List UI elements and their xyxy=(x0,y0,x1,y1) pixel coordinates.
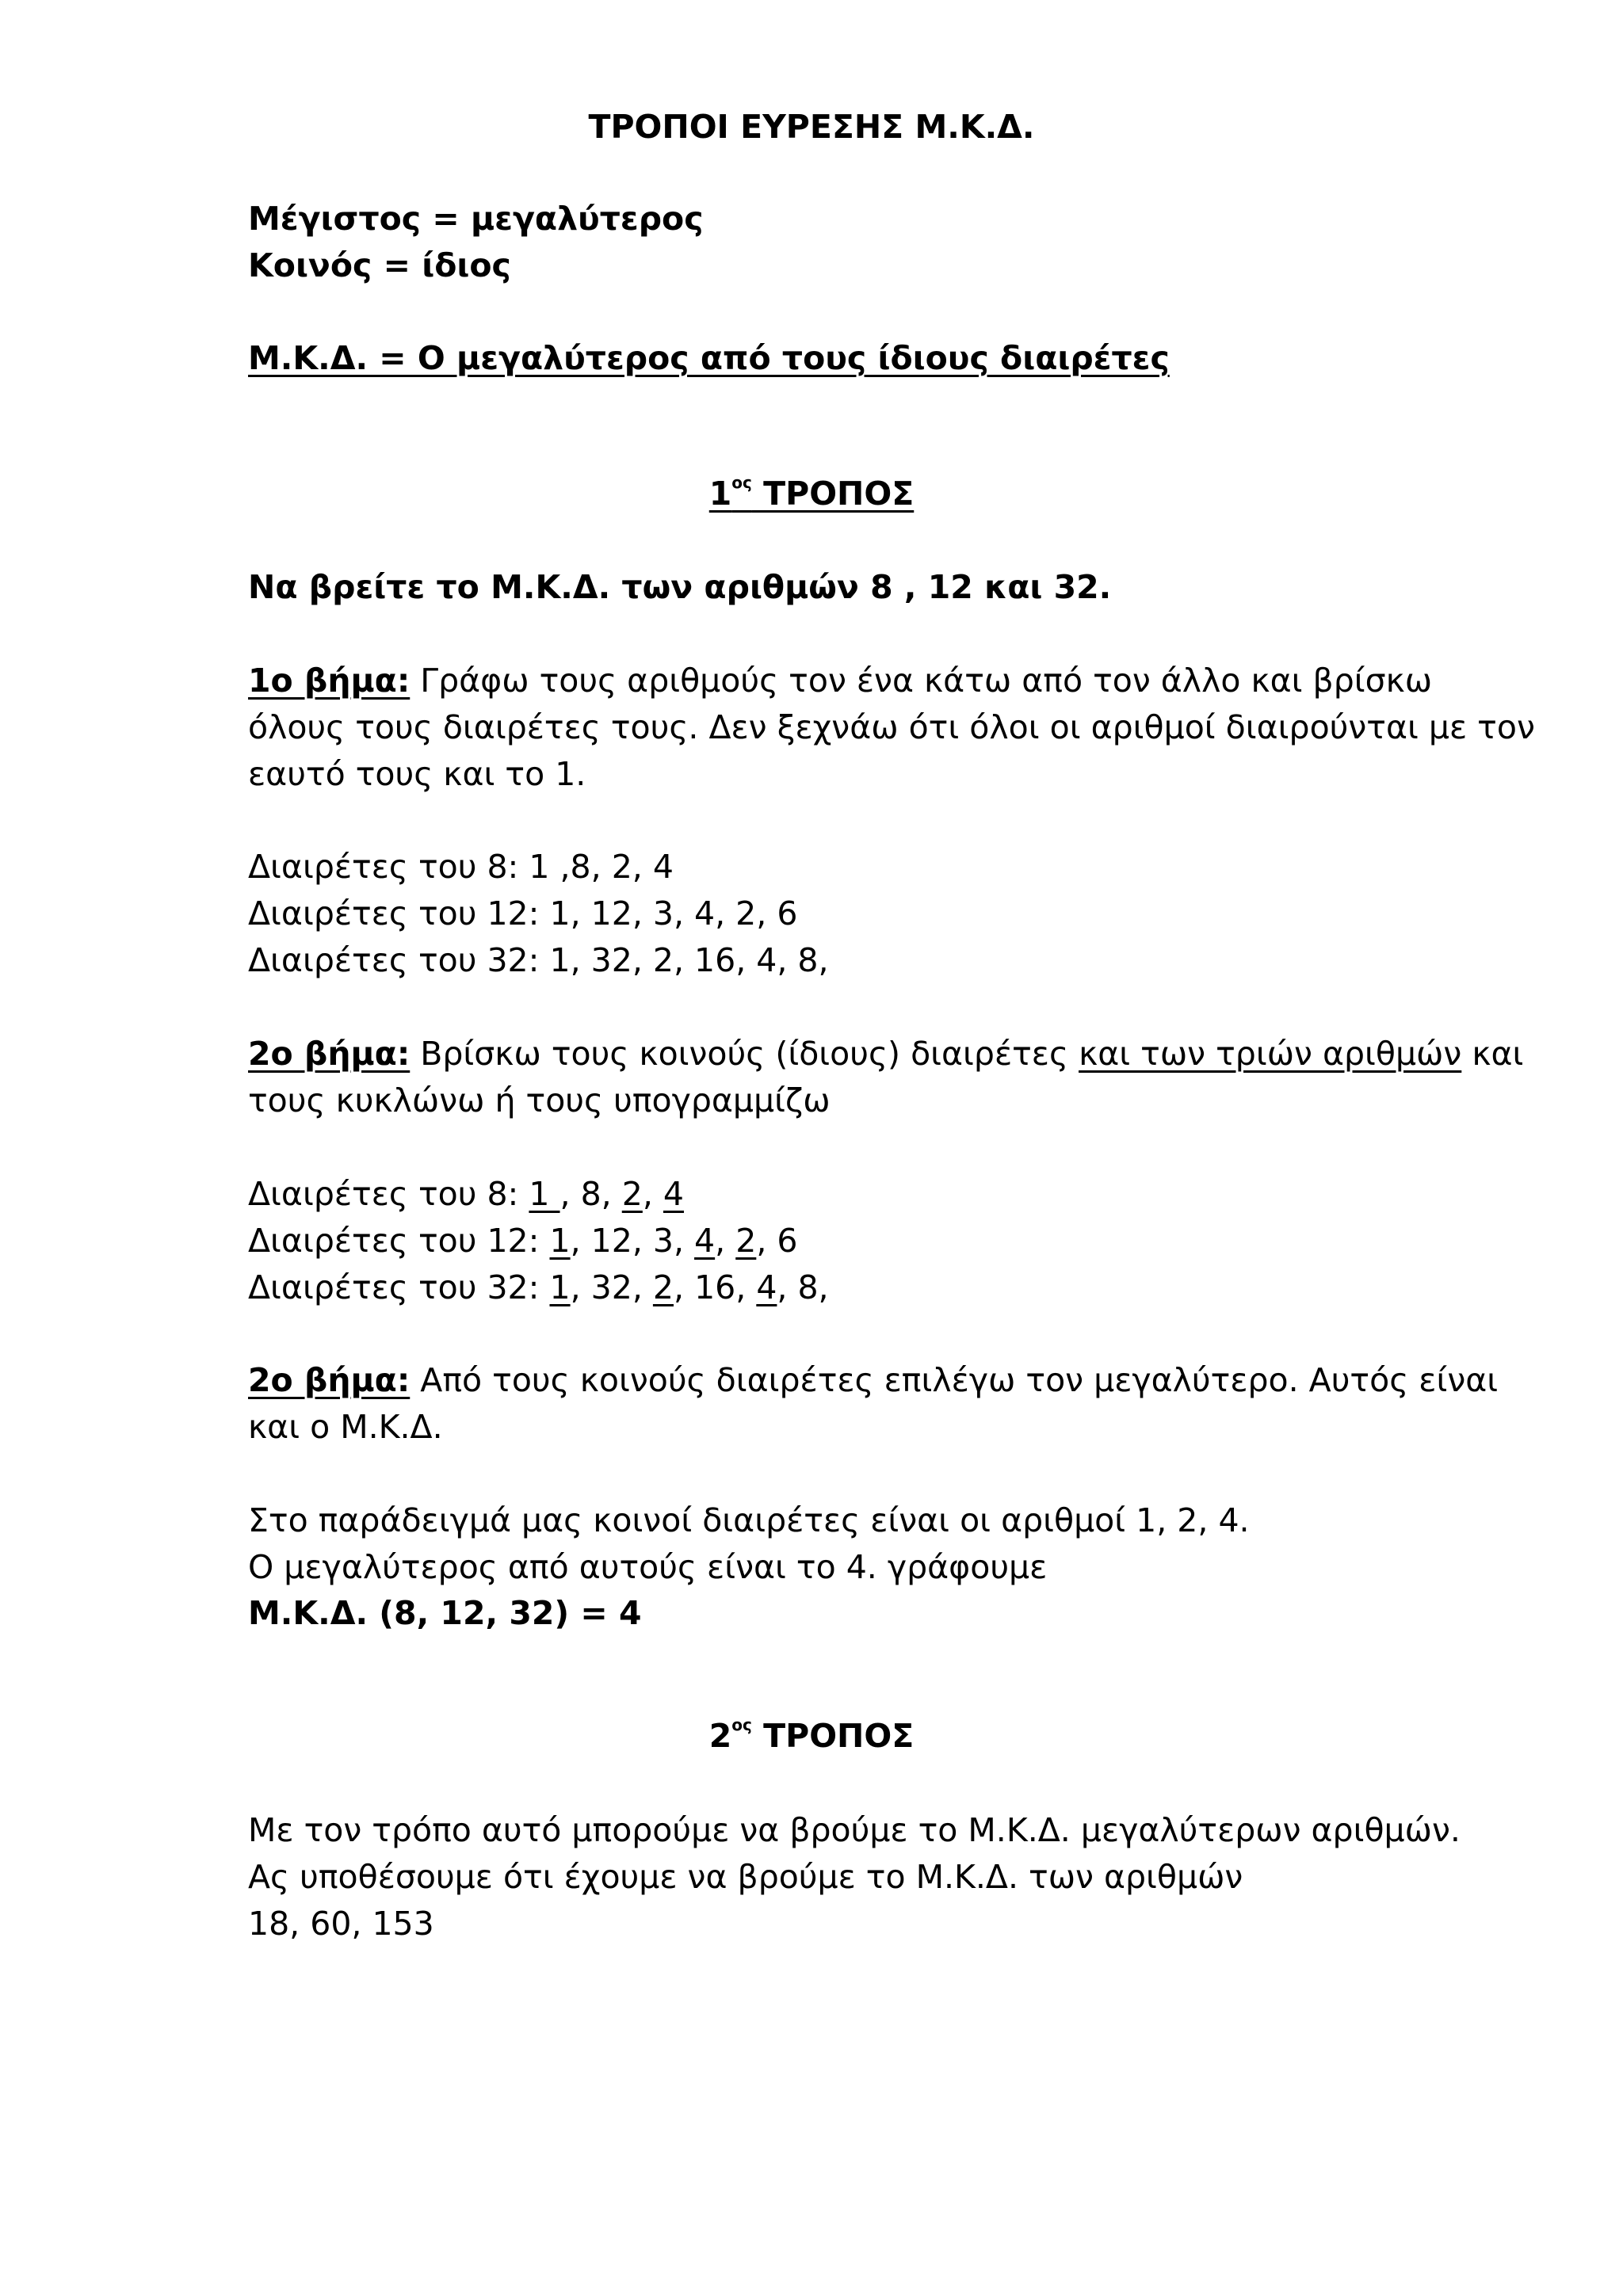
step1-line: εαυτό τους και το 1. xyxy=(248,755,586,793)
method2-line: 18, 60, 153 xyxy=(248,1905,434,1943)
common-divisor: 2 xyxy=(621,1175,643,1213)
divisor-text: , 12, 3, xyxy=(570,1222,695,1260)
common-divisor: 2 xyxy=(735,1222,757,1260)
divisor-text: , xyxy=(715,1222,736,1260)
common-divisor: 1 xyxy=(529,1175,560,1213)
divisors-row: Διαιρέτες του 8: 1 ,8, 2, 4 xyxy=(248,848,674,886)
method2-heading: $2^{o\varsigma}$ ΤΡΟΠΟΣ xyxy=(708,1715,915,1755)
divisors-prefix: Διαιρέτες του 12: xyxy=(248,1222,550,1260)
divisor-text: , 16, xyxy=(674,1268,757,1306)
definition-line: Κοινός = ίδιος xyxy=(248,246,511,284)
step2-label: 2ο βήμα: xyxy=(248,1035,411,1073)
result-line: Μ.Κ.Δ. (8, 12, 32) = 4 xyxy=(248,1594,642,1632)
step3-line: 2ο βήμα: Από τους κοινούς διαιρέτες επιλέγω τον μεγαλύτερο. Αυτός είναι xyxy=(248,1361,1499,1399)
divisor-text: , 32, xyxy=(570,1268,653,1306)
divisor-text: , 8, xyxy=(559,1175,622,1213)
divisor-text: , 8, xyxy=(777,1268,829,1306)
step2-line: 2ο βήμα: Βρίσκω τους κοινούς (ίδιους) διαιρέτες και των τριών αριθμών και xyxy=(248,1035,1524,1073)
common-divisor: 1 xyxy=(549,1268,571,1306)
common-divisor: 4 xyxy=(663,1175,685,1213)
divisors-row: Διαιρέτες του 32: 1, 32, 2, 16, 4, 8, xyxy=(248,941,829,979)
definition-line: Μέγιστος = μεγαλύτερος xyxy=(248,200,704,238)
step1-line: όλους τους διαιρέτες τους. Δεν ξεχνάω ότι όλοι οι αριθμοί διαιρούνται με τον xyxy=(248,708,1535,746)
task-statement: Να βρείτε το Μ.Κ.Δ. των αριθμών 8 , 12 και 32. xyxy=(248,568,1112,606)
step1-label: 1ο βήμα: xyxy=(248,662,411,700)
method2-line: Ας υποθέσουμε ότι έχουμε να βρούμε το Μ.Κ.Δ. των αριθμών xyxy=(248,1858,1243,1896)
conclusion-line: Ο μεγαλύτερος από αυτούς είναι το 4. γράφουμε xyxy=(248,1548,1048,1586)
method2-line: Με τον τρόπο αυτό μπορούμε να βρούμε το Μ.Κ.Δ. μεγαλύτερων αριθμών. xyxy=(248,1811,1461,1849)
conclusion-line: Στο παράδειγμά μας κοινοί διαιρέτες είναι οι αριθμοί 1, 2, 4. xyxy=(248,1501,1250,1539)
common-divisor: 1 xyxy=(549,1222,571,1260)
step3-line: και ο Μ.Κ.Δ. xyxy=(248,1408,443,1446)
divisor-text: , 6 xyxy=(756,1222,798,1260)
common-divisor: 4 xyxy=(694,1222,716,1260)
divisor-text: , xyxy=(642,1175,663,1213)
step2-line: τους κυκλώνω ή τους υπογραμμίζω xyxy=(248,1081,831,1119)
divisors-row: Διαιρέτες του 12: 1, 12, 3, 4, 2, 6 xyxy=(248,894,798,933)
common-divisor: 4 xyxy=(756,1268,777,1306)
step3-label: 2ο βήμα: xyxy=(248,1361,411,1399)
underlined-divisors-row xyxy=(248,1175,685,1213)
definition-gcd: Μ.Κ.Δ. = Ο μεγαλύτερος από τους ίδιους διαιρέτες xyxy=(248,339,1170,377)
common-divisor: 2 xyxy=(652,1268,674,1306)
method1-heading: $1^{o\varsigma}$ ΤΡΟΠΟΣ xyxy=(708,473,915,513)
divisors-prefix: Διαιρέτες του 8: xyxy=(248,1175,529,1213)
underlined-divisors-row xyxy=(248,1222,798,1260)
divisors-prefix: Διαιρέτες του 32: xyxy=(248,1268,550,1306)
step1-line: 1ο βήμα: Γράφω τους αριθμούς τον ένα κάτω από τον άλλο και βρίσκω xyxy=(248,662,1433,700)
underlined-divisors-row xyxy=(248,1268,829,1306)
page-title: ΤΡΟΠΟΙ ΕΥΡΕΣΗΣ Μ.Κ.Δ. xyxy=(588,108,1035,146)
